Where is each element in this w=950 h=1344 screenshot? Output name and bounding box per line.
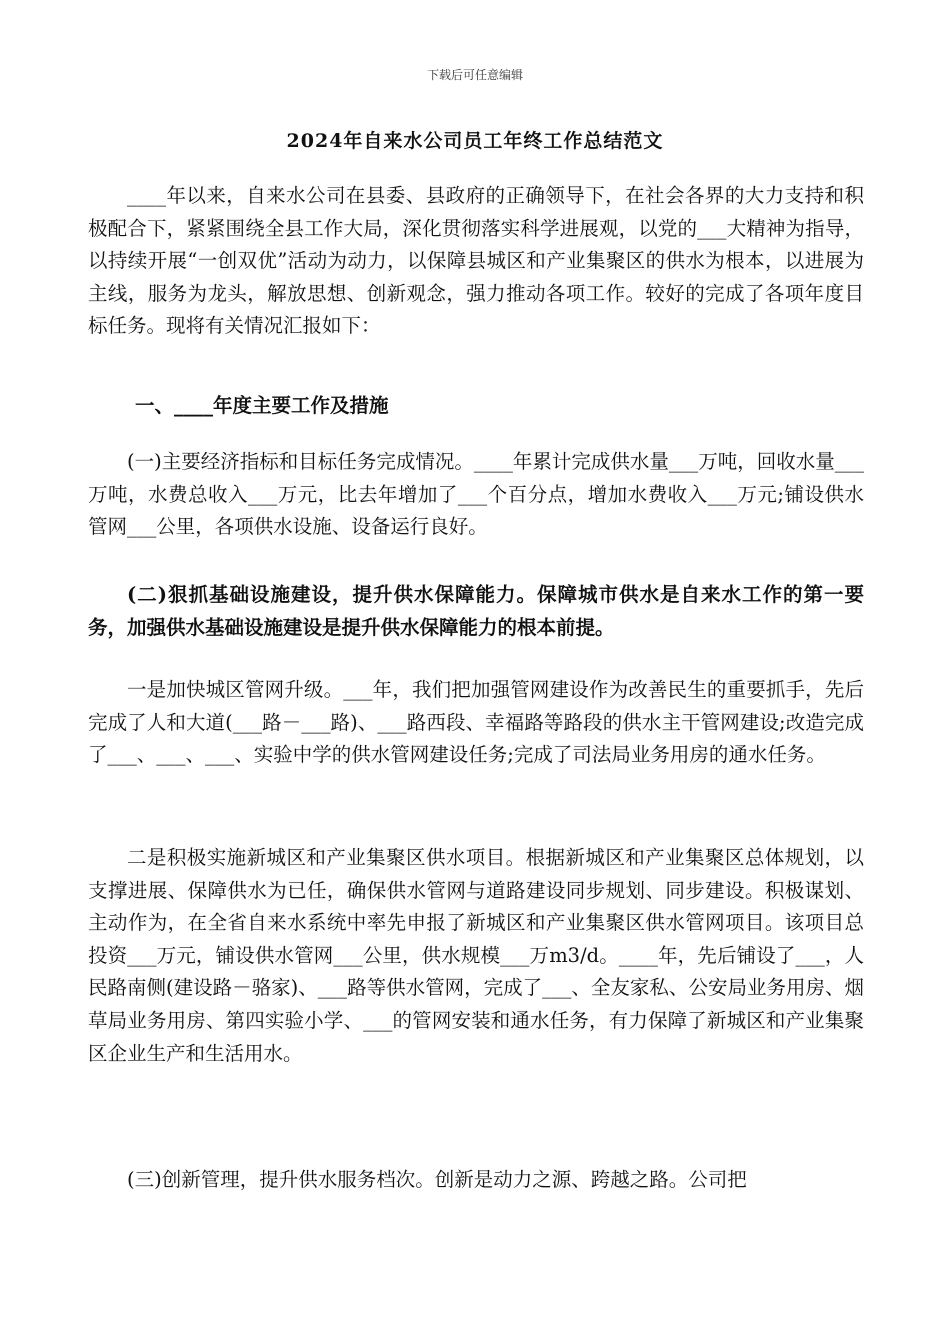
section-heading: 一、____年度主要工作及措施 — [135, 394, 389, 417]
item-1-paragraph: (一)主要经济指标和目标任务完成情况。____年累计完成供水量___万吨，回收水量___万吨，水费总收入___万元，比去年增加了___个百分点，增加水费收入___万元;铺设供水管网___公里，各项供水设施、设备运行良好。 — [88, 450, 864, 539]
header-note: 下载后可任意编辑 — [426, 68, 523, 82]
intro-paragraph: ____年以来，自来水公司在县委、县政府的正确领导下，在社会各界的大力支持和积极配合下，紧紧围绕全县工作大局，深化贯彻落实科学进展观，以党的___大精神为指导，以持续开展“一创双优”活动为动力，以保障县城区和产业集聚区的供水为根本，以进展为主线，服务为龙头，解放思想、创新观念，强力推动各项工作。较好的完成了各项年度目标任务。现将有关情况汇报如下： — [88, 184, 864, 338]
item-2-point-1-paragraph: 一是加快城区管网升级。___年，我们把加强管网建设作为改善民生的重要抓手，先后完成了人和大道(___路－___路)、___路西段、幸福路等路段的供水主干管网建设;改造完成了___、___、___、实验中学的供水管网建设任务;完成了司法局业务用房的通水任务。 — [88, 678, 864, 767]
item-3-paragraph: (三)创新管理，提升供水服务档次。创新是动力之源、跨越之路。公司把 — [127, 1168, 747, 1191]
document-title: 2024年自来水公司员工年终工作总结范文 — [286, 130, 664, 152]
item-2-point-2-paragraph: 二是积极实施新城区和产业集聚区供水项目。根据新城区和产业集聚区总体规划，以支撑进展、保障供水为已任，确保供水管网与道路建设同步规划、同步建设。积极谋划、主动作为，在全省自来水系统中率先申报了新城区和产业集聚区供水管网项目。该项目总投资___万元，铺设供水管网___公里，供水规模___万m3/d。____年，先后铺设了___，人民路南侧(建设路－骆家)、___路等供水管网，完成了___、全友家私、公安局业务用房、烟草局业务用房、第四实验小学、___的管网安装和通水任务，有力保障了新城区和产业集聚区企业生产和生活用水。 — [88, 846, 864, 1065]
item-2-paragraph: (二)狠抓基础设施建设，提升供水保障能力。保障城市供水是自来水工作的第一要务，加强供水基础设施建设是提升供水保障能力的根本前提。 — [88, 583, 865, 639]
